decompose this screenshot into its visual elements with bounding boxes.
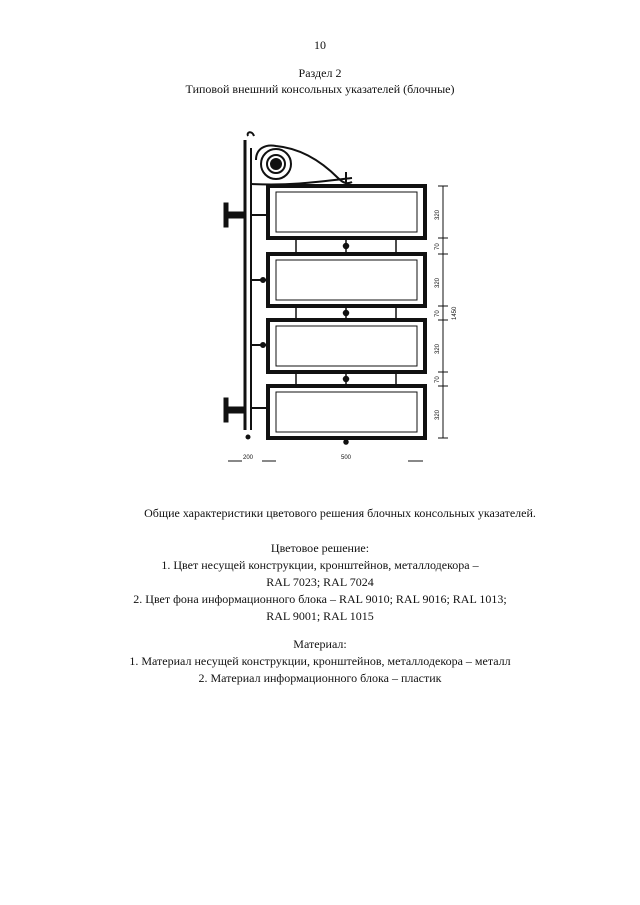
page-number: 10 (314, 38, 326, 52)
section-heading: Раздел 2 (298, 66, 342, 80)
wall-mount-top (224, 203, 245, 227)
material-item-2: 2. Материал информационного блока – пластик (198, 671, 442, 685)
info-block-4 (268, 386, 425, 438)
side-brackets (251, 215, 270, 408)
info-block-2 (268, 254, 425, 306)
sign-drawing (218, 130, 458, 475)
dim-label-320-1: 320 (435, 209, 441, 220)
dim-label-70-2: 70 (435, 310, 441, 317)
dim-label-70-3: 70 (435, 376, 441, 383)
info-block-1 (268, 186, 425, 238)
dim-label-320-3: 320 (435, 343, 441, 354)
material-item-1: 1. Материал несущей конструкции, кронштейнов, металлодекора – металл (129, 654, 511, 668)
color-item-2-line-1: 2. Цвет фона информационного блока – RAL 9010; RAL 9016; RAL 1013; (133, 592, 507, 606)
caption: Общие характеристики цветового решения блочных консольных указателей. (144, 506, 536, 520)
dim-label-320-4: 320 (435, 409, 441, 420)
wall-mount-bottom (224, 398, 245, 422)
color-item-2-line-2: RAL 9001; RAL 1015 (266, 609, 374, 623)
dim-label-200: 200 (243, 455, 254, 461)
pole (245, 140, 251, 439)
dim-label-1450: 1450 (452, 306, 458, 320)
color-item-1-line-1: 1. Цвет несущей конструкции, кронштейнов, металлодекора – (161, 558, 479, 572)
dim-label-70-1: 70 (435, 243, 441, 250)
color-item-1-line-2: RAL 7023; RAL 7024 (266, 575, 374, 589)
dim-label-320-2: 320 (435, 277, 441, 288)
material-heading: Материал: (293, 637, 347, 651)
dim-label-500: 500 (341, 455, 352, 461)
dimension-labels-vertical (435, 209, 458, 420)
info-block-3 (268, 320, 425, 372)
color-solution-heading: Цветовое решение: (270, 541, 370, 555)
scroll-ornament (248, 132, 352, 186)
page-title: Типовой внешний консольных указателей (блочные) (185, 82, 455, 96)
